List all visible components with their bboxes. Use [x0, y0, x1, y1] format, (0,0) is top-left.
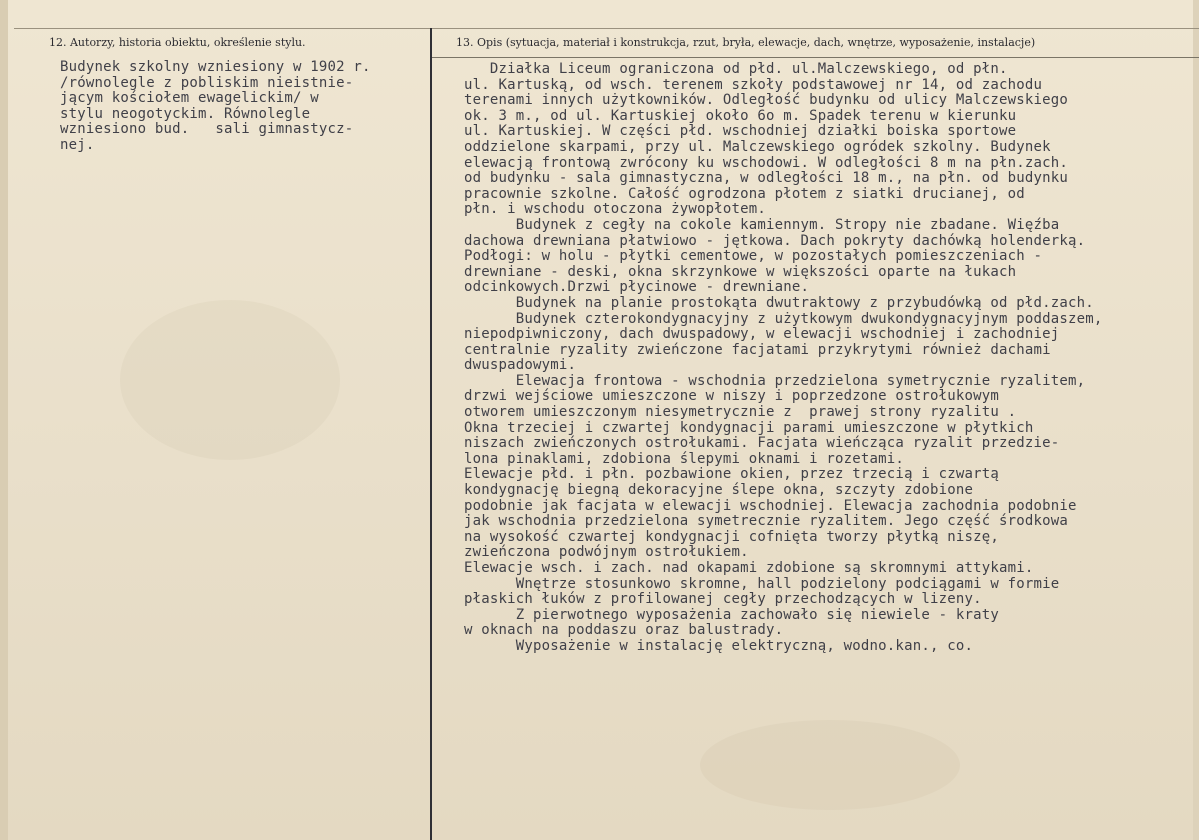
section-13-line: Budynek czterokondygnacyjny z użytkowym dwukondygnacyjnym poddaszem,: [464, 310, 1103, 327]
section-13-line: Wnętrze stosunkowo skromne, hall podzielony podciągami w formie: [464, 575, 1060, 592]
right-header-underline: [432, 57, 1199, 58]
section-13-line: w oknach na poddaszu oraz balustrady.: [464, 622, 784, 639]
header-rule: [14, 28, 1199, 29]
section-13-line: Budynek z cegły na cokole kamiennym. Stropy nie zbadane. Więźba: [464, 216, 1060, 233]
section-13-line: płn. i wschodu otoczona żywopłotem.: [464, 201, 767, 218]
section-13-typed-text: [464, 62, 1194, 655]
section-13-line: elewacją frontową zwrócony ku wschodowi. W odległości 8 m na płn.zach.: [464, 154, 1069, 171]
section-13-line: podobnie jak facjata w elewacji wschodniej. Elewacja zachodnia podobnie: [464, 497, 1077, 514]
section-13-line: jak wschodnia przedzielona symetrecznie ryzalitem. Jego część środkowa: [464, 513, 1069, 530]
section-12-line: Budynek szkolny wzniesiony w 1902 r.: [60, 60, 371, 75]
section-13-line: Elewacje wsch. i zach. nad okapami zdobione są skromnymi attykami.: [464, 560, 1034, 576]
paper-stain: [120, 300, 340, 460]
section-13-line: dachowa drewniana płatwiowo - jętkowa. Dach pokryty dachówką holenderką.: [464, 232, 1086, 249]
section-13-line: zwieńczona podwójnym ostrołukiem.: [464, 544, 749, 561]
section-13-line: drewniane - deski, okna skrzynkowe w większości oparte na łukach: [464, 263, 1017, 280]
section-13-line: odcinkowych.Drzwi płycinowe - drewniane.: [464, 279, 810, 296]
section-13-line: Podłogi: w holu - płytki cementowe, w pozostałych pomieszczeniach -: [464, 248, 1043, 265]
section-13-line: niszach zwieńczonych ostrołukami. Facjata wieńcząca ryzalit przedzie-: [464, 435, 1060, 452]
section-13-line: pracownie szkolne. Całość ogrodzona płotem z siatki drucianej, od: [464, 185, 1025, 202]
section-13-line: od budynku - sala gimnastyczna, w odległości 18 m., na płn. od budynku: [464, 170, 1069, 187]
section-12-line: /równolegle z pobliskim nieistnie-: [60, 74, 354, 91]
section-12-heading: 12. Autorzy, historia obiektu, określenie stylu.: [49, 36, 306, 49]
section-12-typed-text: [60, 60, 424, 154]
section-13-line: na wysokość czwartej kondygnacji cofnięta tworzy płytką niszę,: [464, 528, 999, 545]
section-13-line: Elewacja frontowa - wschodnia przedzielona symetrycznie ryzalitem,: [464, 372, 1086, 389]
section-13-line: kondygnację biegną dekoracyjne ślepe okna, szczyty zdobione: [464, 482, 974, 499]
section-13-line: drzwi wejściowe umieszczone w niszy i poprzedzone ostrołukowym: [464, 388, 999, 405]
section-13-line: terenami innych użytkowników. Odległość budynku od ulicy Malczewskiego: [464, 92, 1069, 109]
section-13-line: oddzielone skarpami, przy ul. Malczewskiego ogródek szkolny. Budynek: [464, 138, 1051, 155]
section-13-line: Z pierwotnego wyposażenia zachowało się niewiele - kraty: [464, 606, 999, 623]
section-13-heading: 13. Opis (sytuacja, materiał i konstrukcja, rzut, bryła, elewacje, dach, wnętrze, wyposażenie, instalacje): [456, 36, 1036, 49]
section-13-line: Elewacje płd. i płn. pozbawione okien, przez trzecią i czwartą: [464, 466, 999, 483]
section-13-line: lona pinaklami, zdobiona ślepymi oknami i rozetami.: [464, 450, 905, 467]
section-13-line: niepodpiwniczony, dach dwuspadowy, w elewacji wschodniej i zachodniej: [464, 326, 1060, 343]
section-13-line: ul. Kartuską, od wsch. terenem szkoły podstawowej nr 14, od zachodu: [464, 76, 1043, 93]
section-12-line: wzniesiono bud. sali gimnastycz-: [60, 121, 354, 138]
paper-stain: [700, 720, 960, 810]
section-13-line: Wyposażenie w instalację elektryczną, wodno.kan., co.: [464, 637, 974, 654]
section-13-line: dwuspadowymi.: [464, 357, 577, 374]
section-13-line: otworem umieszczonym niesymetrycznie z prawej strony ryzalitu .: [464, 404, 1017, 421]
column-divider: [430, 28, 432, 840]
section-13-line: Działka Liceum ograniczona od płd. ul.Malczewskiego, od płn.: [464, 62, 1008, 77]
section-13-line: centralnie ryzality zwieńczone facjatami przykrytymi również dachami: [464, 341, 1051, 358]
section-13-line: Okna trzeciej i czwartej kondygnacji parami umieszczone w płytkich: [464, 419, 1034, 436]
section-13-line: ok. 3 m., od ul. Kartuskiej około 6o m. Spadek terenu w kierunku: [464, 107, 1017, 124]
section-13-line: ul. Kartuskiej. W części płd. wschodniej działki boiska sportowe: [464, 123, 1017, 140]
section-12-line: jącym kościołem ewagelickim/ w: [60, 90, 319, 107]
section-12-line: nej.: [60, 136, 95, 153]
section-13-line: Budynek na planie prostokąta dwutraktowy z przybudówką od płd.zach.: [464, 294, 1094, 311]
section-13-line: płaskich łuków z profilowanej cegły przechodzących w lizeny.: [464, 591, 982, 608]
section-12-line: stylu neogotyckim. Równolegle: [60, 105, 311, 122]
sheet-left-edge: [0, 0, 8, 840]
